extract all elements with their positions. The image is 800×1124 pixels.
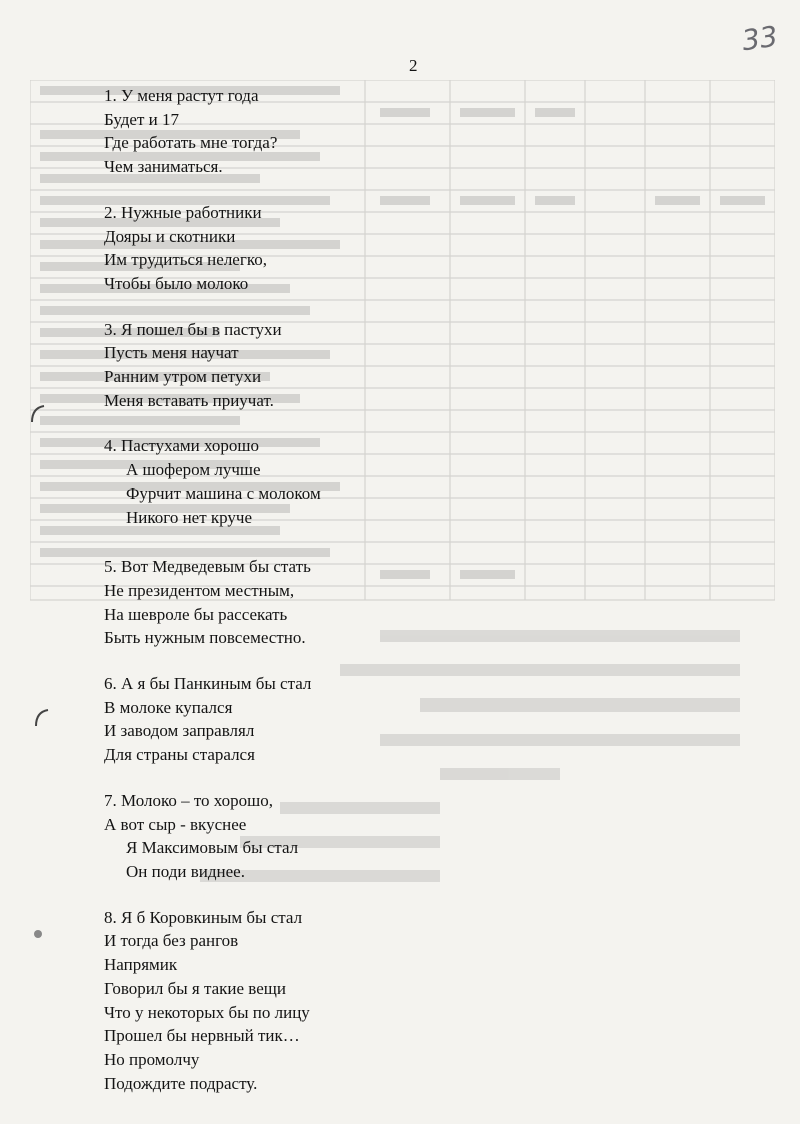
poem-line: На шевроле бы рассекать [104, 604, 288, 624]
poem-line: 1. У меня растут года [104, 86, 259, 105]
stanza-1 [104, 84, 321, 179]
stanza-5 [104, 555, 321, 650]
poem-line: И заводом заправлял [104, 721, 255, 741]
poem-line: Говорил бы я такие вещи [104, 978, 286, 998]
punch-hole-mark [30, 926, 46, 942]
page-number: 2 [409, 56, 418, 75]
poem-line: Ранним утром петухи [104, 367, 262, 387]
poem-line: 4. Пастухами хорошо [104, 436, 259, 456]
poem-line: А вот сыр - вкуснее [104, 814, 247, 834]
poem-line: Чтобы было молоко [104, 273, 249, 293]
stanza-7 [104, 789, 321, 884]
poem-line: 5. Вот Медведевым бы стать [104, 557, 311, 577]
stanza-6 [104, 672, 321, 767]
stanza-2 [104, 201, 321, 296]
poem-line: Что у некоторых бы по лицу [104, 1002, 310, 1022]
poem-text [104, 84, 321, 1117]
poem-line: Он поди виднее. [126, 861, 245, 881]
poem-line: А шофером лучше [126, 460, 261, 480]
poem-line: 6. А я бы Панкиным бы стал [104, 674, 312, 694]
poem-line: 2. Нужные работники [104, 202, 262, 222]
poem-line: Где работать мне тогда? [104, 133, 278, 153]
poem-line: 8. Я б Коровкиным бы стал [104, 907, 303, 927]
poem-line: Будет и 17 [104, 109, 179, 129]
corner-page-mark: 33 [739, 19, 780, 58]
poem-line: Никого нет круче [126, 507, 253, 527]
poem-line: Не президентом местным, [104, 580, 295, 600]
stanza-4 [104, 434, 321, 529]
poem-line: Для страны старался [104, 745, 255, 765]
poem-line: Фурчит машина с молоком [126, 483, 321, 503]
stanza-3 [104, 318, 321, 413]
poem-line: И тогда без рангов [104, 931, 239, 951]
punch-hole-mark [26, 402, 50, 426]
punch-hole-mark [30, 706, 54, 730]
poem-line: Им трудиться нелегко, [104, 250, 267, 270]
poem-line: Чем заниматься. [104, 157, 223, 177]
poem-line: 3. Я пошел бы в пастухи [104, 319, 282, 339]
poem-line: В молоке купался [104, 697, 233, 717]
poem-line: Но промолчу [104, 1049, 200, 1069]
poem-line: 7. Молоко – то хорошо, [104, 790, 273, 810]
poem-line: Быть нужным повсеместно. [104, 628, 306, 648]
poem-line: Пусть меня научат [104, 343, 239, 363]
poem-line: Я Максимовым бы стал [126, 838, 299, 858]
poem-line: Напрямик [104, 955, 178, 975]
poem-line: Дояры и скотники [104, 226, 236, 246]
poem-line: Меня вставать приучат. [104, 390, 274, 410]
poem-line: Подождите подрасту. [104, 1073, 258, 1093]
stanza-8 [104, 906, 321, 1096]
poem-line: Прошел бы нервный тик… [104, 1026, 300, 1046]
